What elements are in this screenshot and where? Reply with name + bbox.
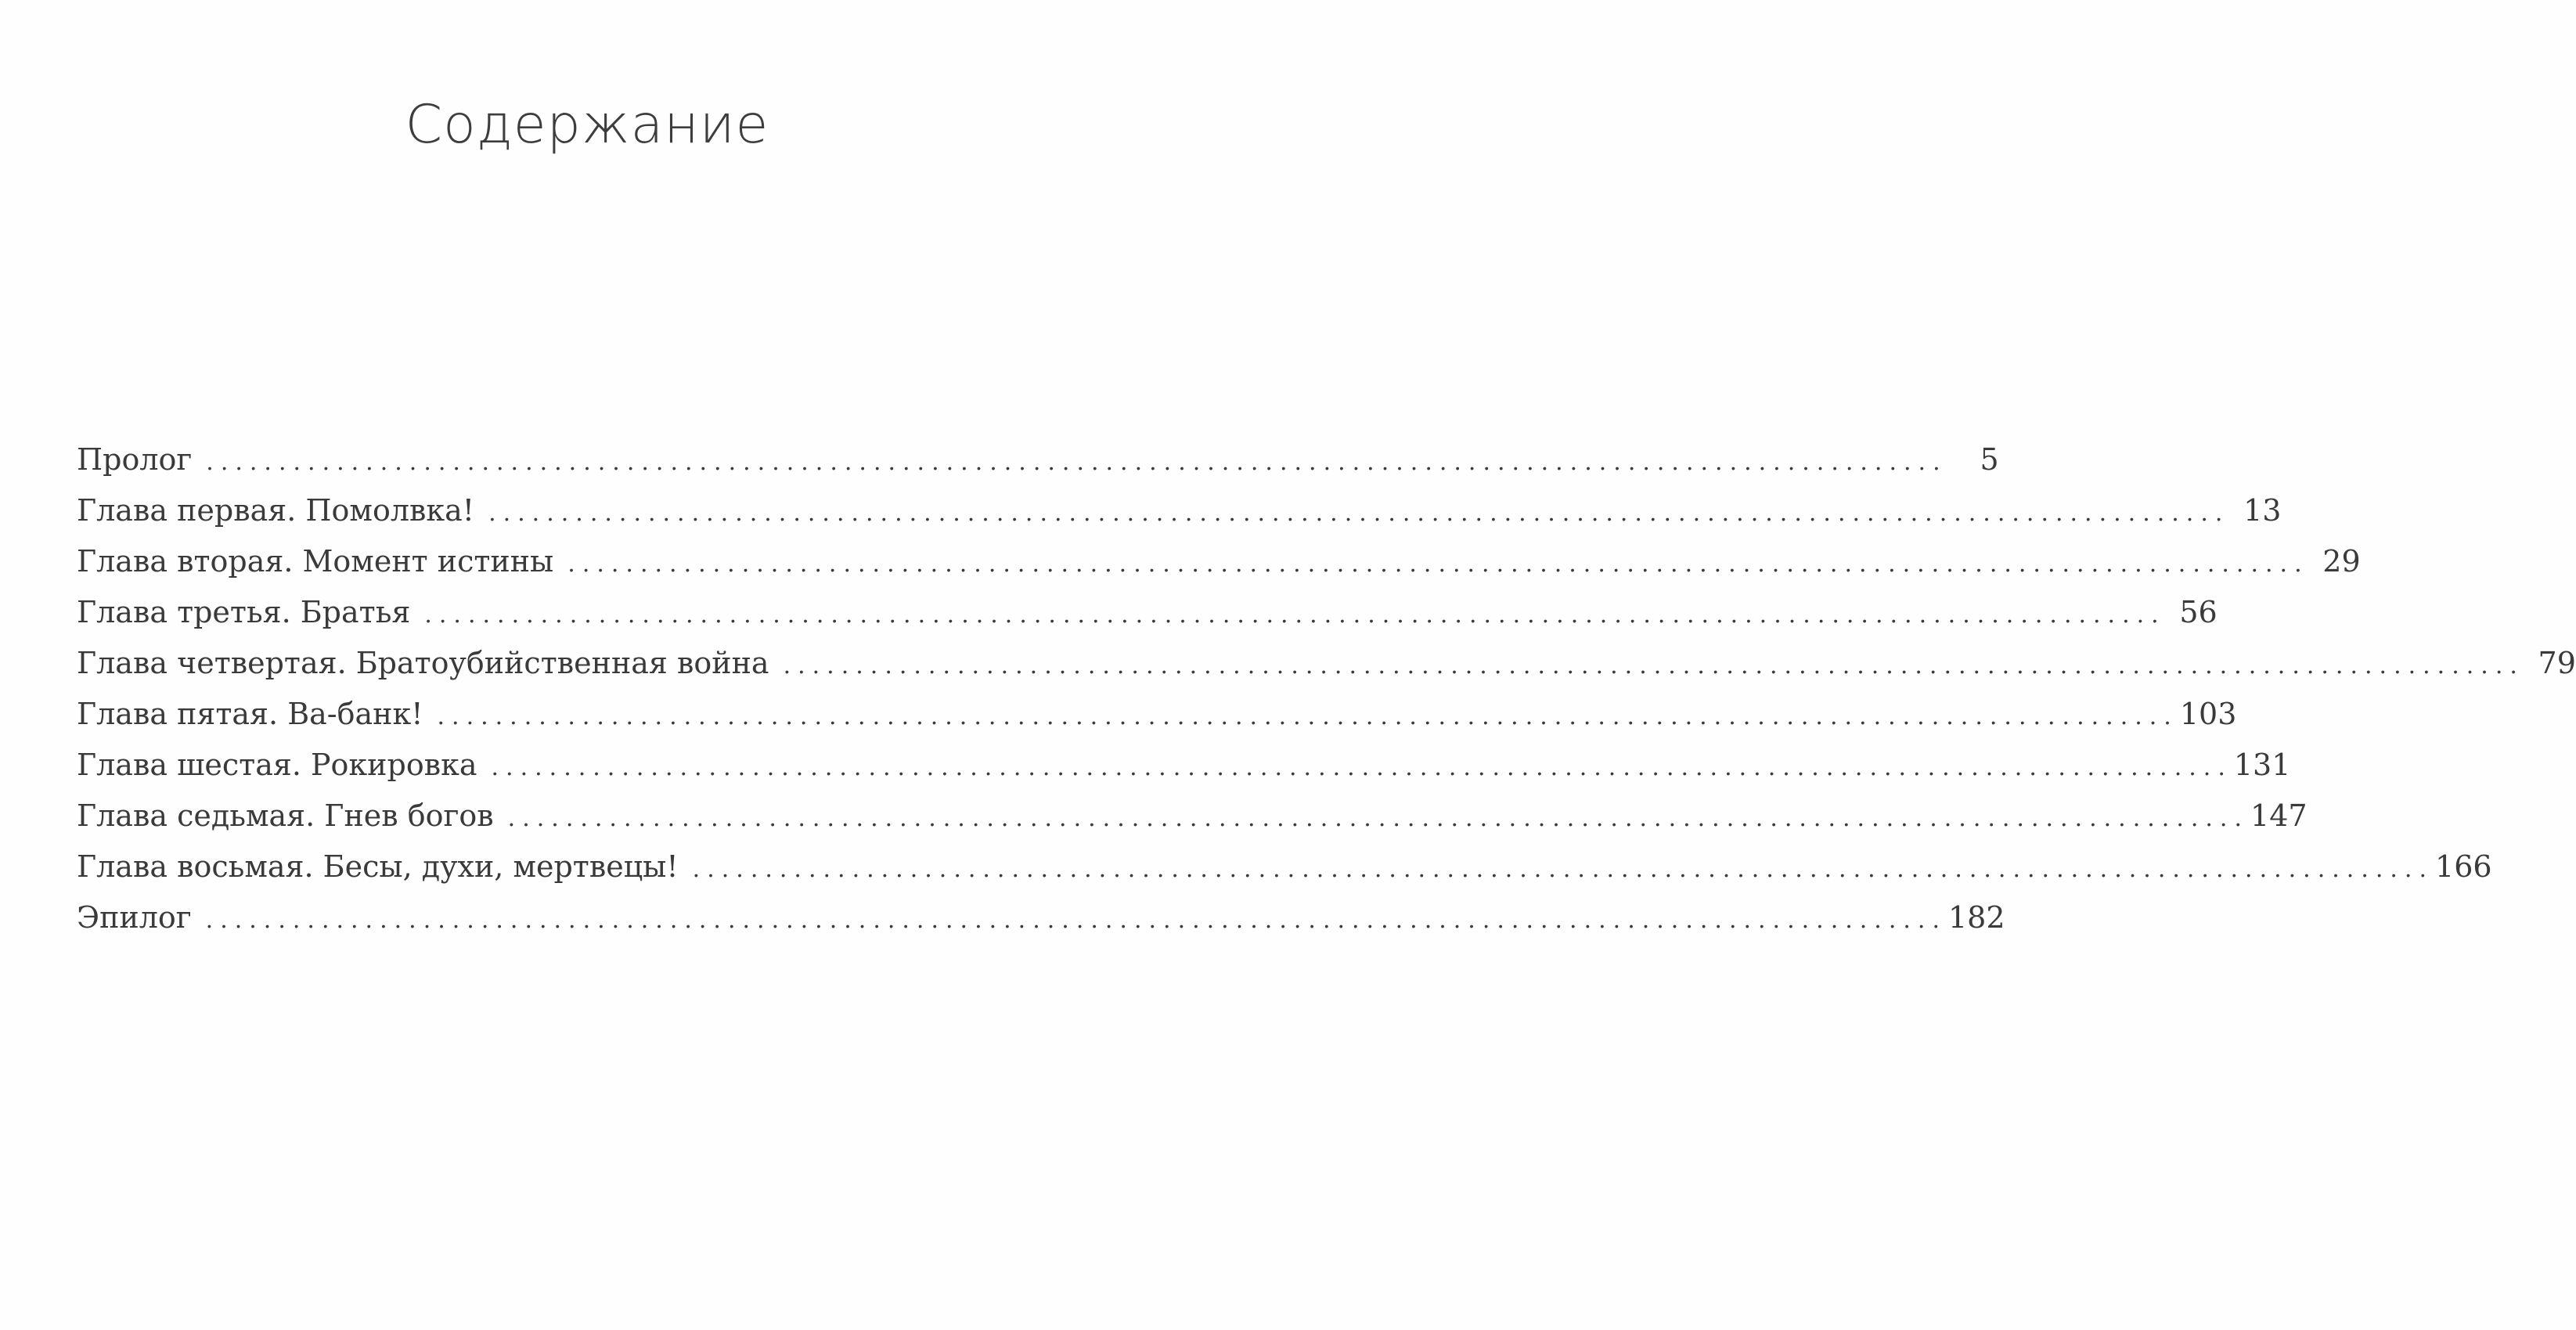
toc-entry-chapter-5 [77,697,2237,748]
toc-entry-page: 131 [2233,748,2291,782]
toc-entry-chapter-2 [77,544,2361,595]
dot-leader: ........................................................................................................................ [424,601,2166,629]
toc-entry-page: 5 [1980,442,1999,477]
toc-entry-page: 13 [2243,493,2282,528]
toc-entry-label: Глава шестая. Рокировка [77,748,477,782]
toc-entry-chapter-3 [77,595,2218,646]
toc-entry-chapter-4 [77,646,2576,697]
toc-entry-label: Глава седьмая. Гнев богов [77,798,494,833]
toc-entry-epilogue [77,900,2005,951]
toc-entry-chapter-8 [77,849,2492,900]
table-of-contents [77,442,2576,951]
toc-entry-label: Глава вторая. Момент истины [77,544,554,578]
toc-entry-label: Глава третья. Братья [77,595,411,629]
dot-leader: ........................................................................................................................ [491,754,2232,781]
toc-entry-label: Глава пятая. Ва-банк! [77,697,423,731]
dot-leader: ........................................................................................................................ [507,805,2250,832]
toc-entry-chapter-7 [77,798,2308,849]
toc-entry-page: 56 [2179,595,2218,629]
dot-leader: ........................................................................................................................ [205,906,1947,934]
toc-entry-chapter-6 [77,748,2291,798]
toc-entry-label: Глава восьмая. Бесы, духи, мертвецы! [77,849,679,884]
toc-entry-page: 182 [1948,900,2005,935]
toc-entry-label: Эпилог [77,900,192,935]
page-title: Содержание [405,94,769,156]
dot-leader: ........................................................................................................................ [783,652,2524,679]
dot-leader: ........................................................................................................................ [567,550,2309,578]
toc-entry-page: 166 [2435,849,2492,884]
dot-leader: ........................................................................................................................ [206,449,1947,476]
toc-entry-page: 79 [2538,646,2576,680]
toc-entry-label: Глава четвертая. Братоубийственная война [77,646,769,680]
toc-entry-label: Глава первая. Помолвка! [77,493,475,528]
dot-leader: ........................................................................................................................ [437,703,2178,730]
toc-entry-prologue [77,442,1999,493]
toc-entry-page: 29 [2322,544,2361,578]
toc-entry-page: 147 [2250,798,2308,833]
dot-leader: ........................................................................................................................ [488,499,2230,527]
toc-entry-label: Пролог [77,442,193,477]
dot-leader: ........................................................................................................................ [692,856,2434,883]
toc-entry-page: 103 [2179,697,2237,731]
toc-entry-chapter-1 [77,493,2282,544]
